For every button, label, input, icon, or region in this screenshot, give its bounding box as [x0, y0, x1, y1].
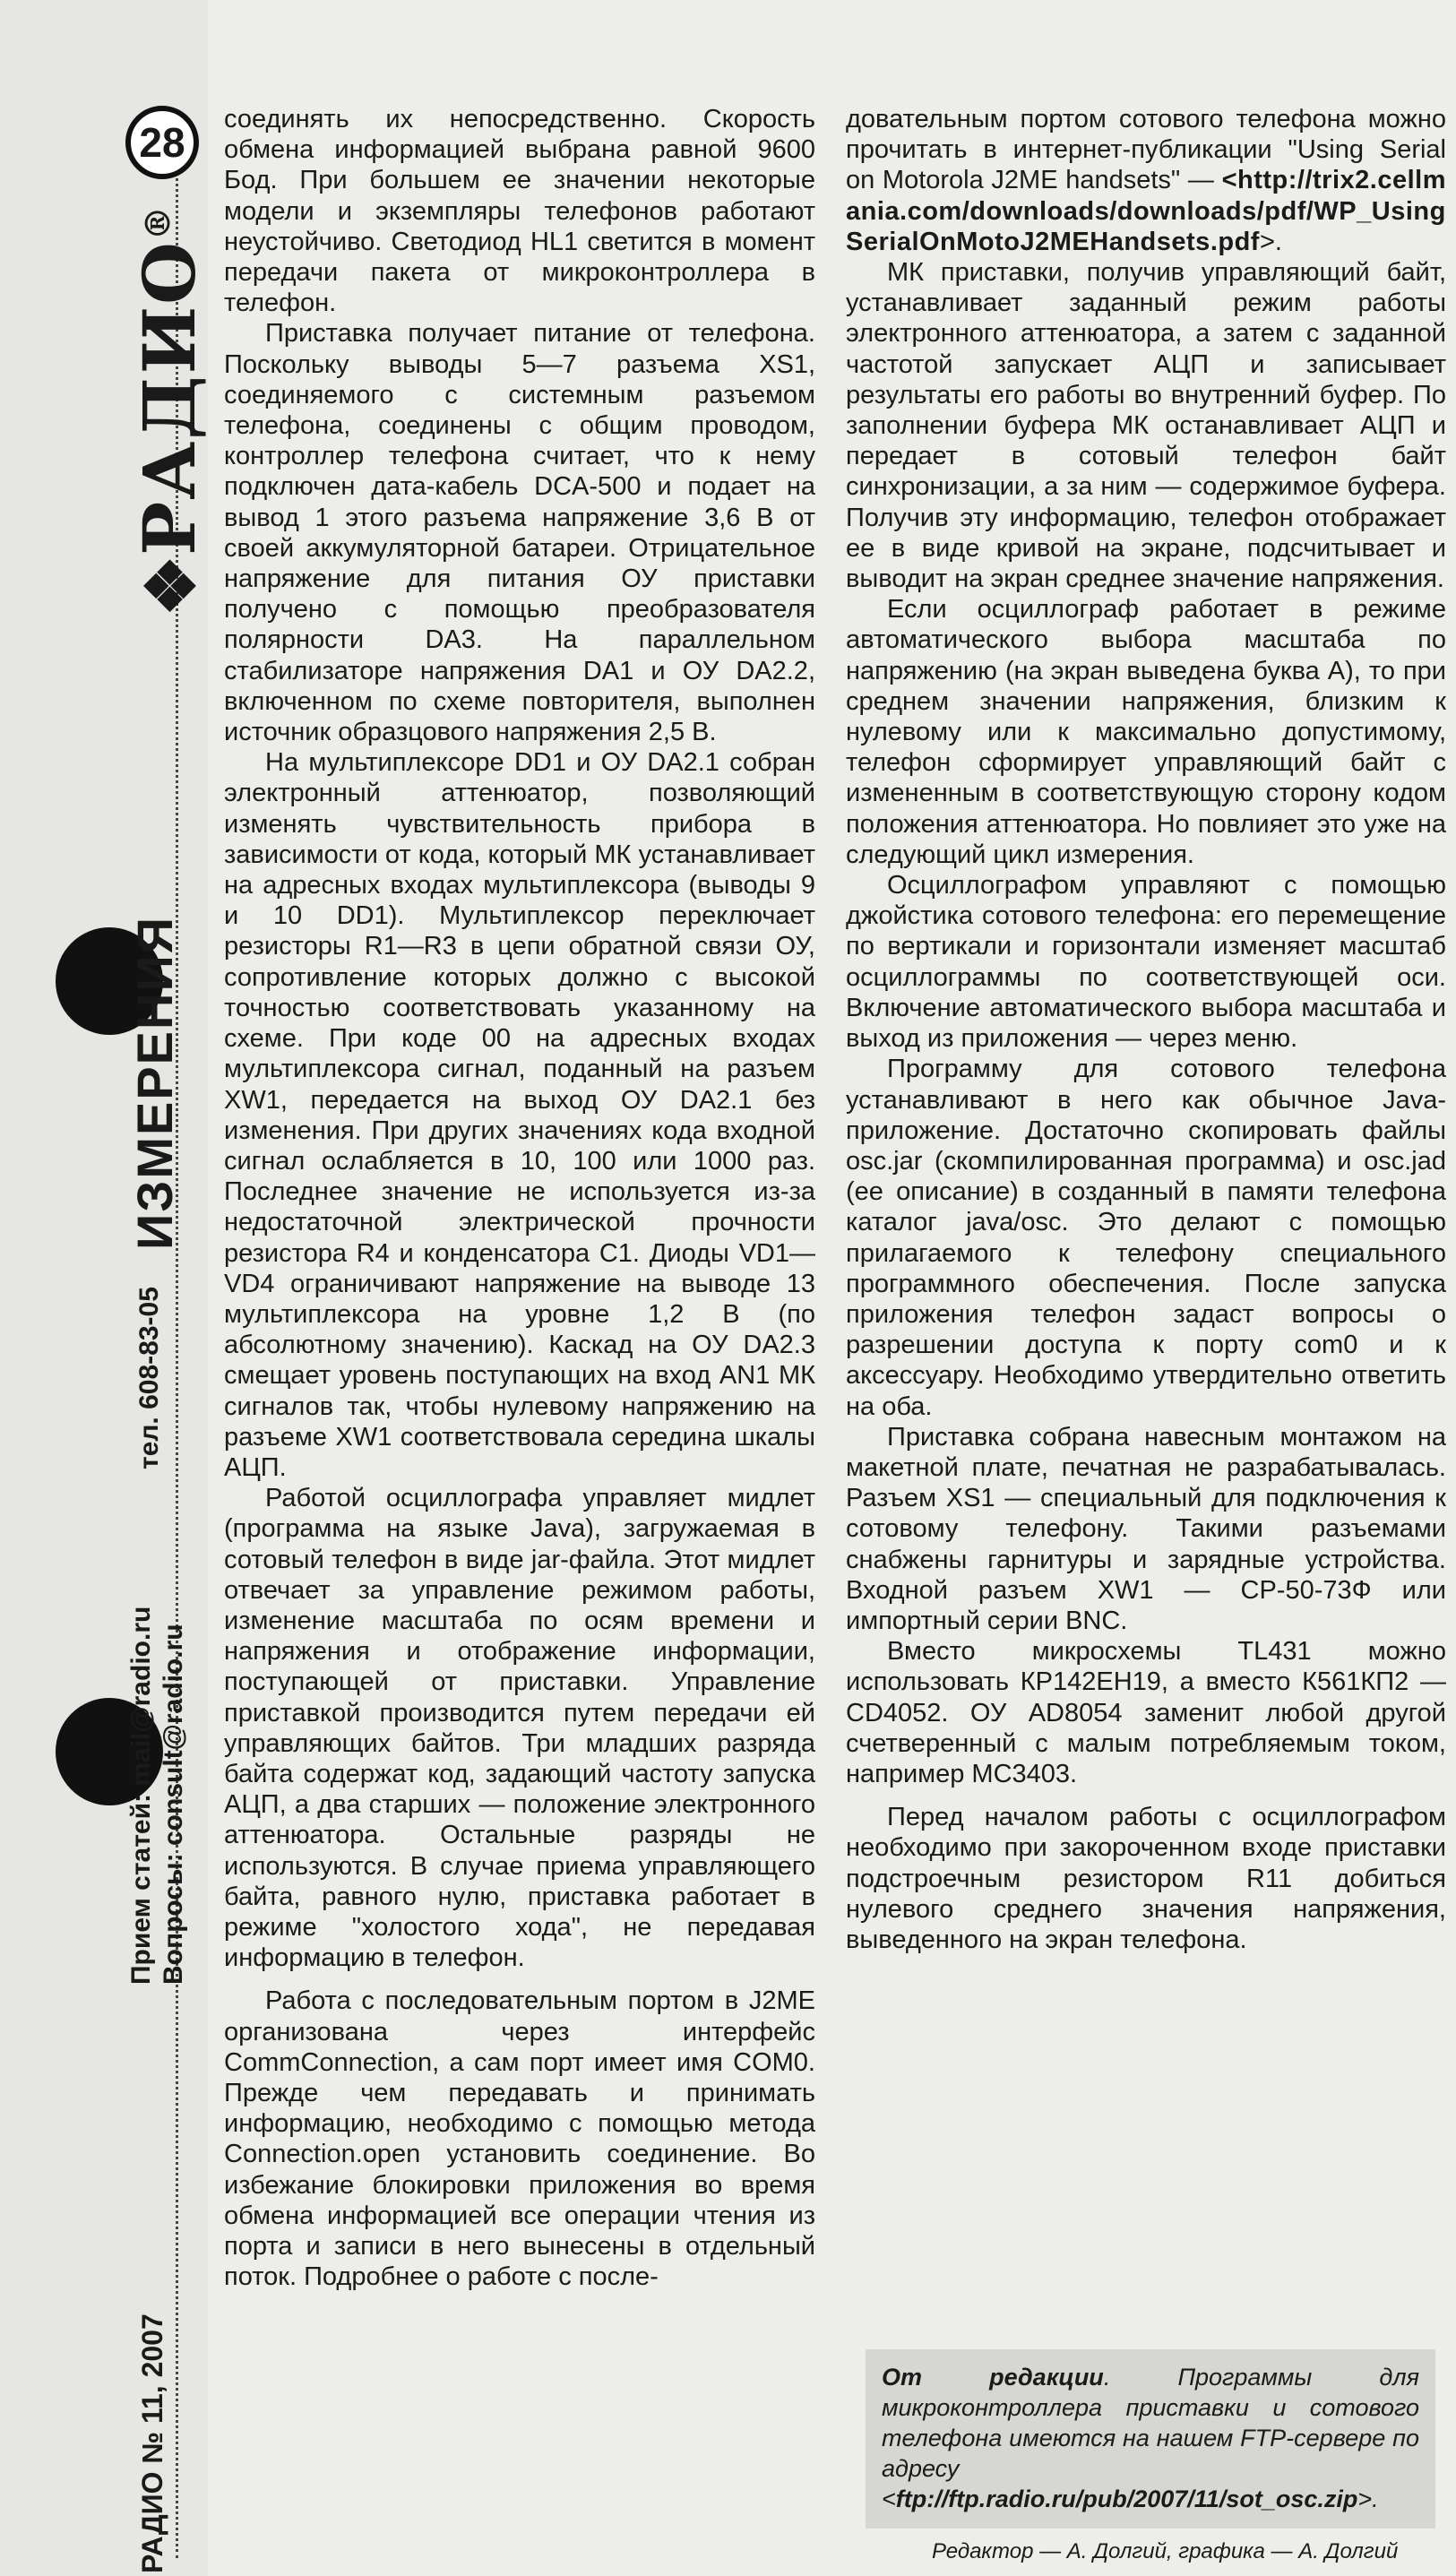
paragraph: Если осциллограф работает в режиме автоматического выбора масштаба по напряжению (на экран выведена буква А), то при среднем значении напряжения, близким к нулевому или к максимально допустимому, телефон сформирует управляющий байт с измененным в соответствующую сторону кодом положения аттенюатора. Но повлияет это уже на следующий цикл измерения.	[846, 595, 1446, 869]
note-close: >.	[1357, 2486, 1379, 2512]
paragraph: Работой осциллографа управляет мидлет (программа на языке Java), загружаемая в сотовый телефон в виде jar-файла. Этот мидлет отвечает за управление режимом работы, изменение масштаба по осям времени и напряжения и отображение информации, поступающей от приставки. Управление приставкой производится путем передачи ей управляющих байтов. Три младших разряда байта содержат код, задающий частоту запуска АЦП, а два старших — положение электронного аттенюатора. Остальные разряды не используются. В случае приема управляющего байта, равного нулю, приставка работает в режиме "холостого хода", не передавая информацию в телефон.	[224, 1484, 815, 1973]
paragraph: Программу для сотового телефона устанавливают в него как обычное Java-приложение. Достаточно скопировать файлы osc.jar (скомпилированная программа) и osc.jad (ее описание) в созданный в памяти телефона каталог java/osc. Это делают с помощью прилагаемого к телефону специального программного обеспечения. После запуска приложения телефон задаст вопросы о разрешении доступа к порту com0 и к аксессуару. Необходимо утвердительно ответить на оба.	[846, 1055, 1446, 1421]
paragraph: Вместо микросхемы TL431 можно использовать КР142ЕН19, а вместо К561КП2 — CD4052. ОУ AD8054 заменит любой другой счетверенный с малым потребляемым током, например MC3403.	[846, 1637, 1446, 1788]
editorial-note	[866, 2349, 1435, 2529]
paragraph: Приставка получает питание от телефона. Поскольку выводы 5—7 разъема XS1, соединяемого с системным разъемом телефона, соединены с общим проводом, контроллер телефона считает, что к нему подключен дата-кабель DCA-500 и подает на вывод 1 этого разъема напряжение 3,6 В от своей аккумуляторной батареи. Отрицательное напряжение для питания ОУ приставки получено с помощью преобразователя полярности DA3. На параллельном стабилизаторе напряжения DA1 и ОУ DA2.2, включенном по схеме повторителя, выполнен источник образцового напряжения 2,5 В.	[224, 319, 815, 747]
note-text: . Программы для микроконтроллера приставки и сотового телефона имеются на нашем FTP-сервере по адресу <	[882, 2364, 1419, 2512]
paragraph: На мультиплексоре DD1 и ОУ DA2.1 собран электронный аттенюатор, позволяющий изменять чувствительность прибора в зависимости от кода, который МК устанавливает на адресных входах мультиплексора (выводы 9 и 10 DD1). Мультиплексор переключает резисторы R1—R3 в цепи обратной связи ОУ, сопротивление которых должно с высокой точностью соответствовать указанному на схеме. При коде 00 на адресных входах мультиплексора сигнал, поданный на разъем XW1, передается на выход ОУ DA2.1 без изменения. При других значениях кода входной сигнал ослабляется в 10, 100 или 1000 раз. Последнее значение не используется из-за недостаточной электрической прочности резистора R4 и конденсатора C1. Диоды VD1—VD4 ограничивают напряжение на выводе 13 мультиплексора на уровне 1,2 В (по абсолютному значению). Каскад на ОУ DA2.3 смещает уровень поступающих на вход AN1 МК сигналов так, чтобы нулевому напряжению на разъеме XW1 соответствовала середина шкалы АЦП.	[224, 748, 815, 1482]
logo-emblem-icon: ❖	[139, 547, 202, 627]
issue-label: РАДИО № 11, 2007	[136, 2313, 168, 2573]
paragraph: Перед началом работы с осциллографом необходимо при закороченном входе приставки подстроечным резистором R11 добиться нулевого среднего значения напряжения, выведенного на экран телефона.	[846, 1803, 1446, 1954]
paragraph: Приставка собрана навесным монтажом на макетной плате, печатная не разрабатывалась. Разъем XS1 — специальный для подключения к сотовому телефону. Такими разъемами снабжены гарнитуры и зарядные устройства. Входной разъем XW1 — СР-50-73Ф или импортный серии BNC.	[846, 1422, 1446, 1635]
note-label: От редакции	[882, 2364, 1104, 2391]
paragraph-text: довательным портом сотового телефона можно прочитать в интернет-публикации "Using Serial on Motorola J2ME handsets" —	[846, 105, 1446, 195]
paragraph-with-link	[846, 104, 1446, 257]
ftp-link[interactable]: ftp://ftp.radio.ru/pub/2007/11/sot_osc.zip	[895, 2486, 1358, 2512]
section-title: ИЗМЕРЕНИЯ	[126, 916, 183, 1250]
text-column-right	[846, 104, 1446, 1955]
paragraph: Работа с последовательным портом в J2ME организована через интерфейс CommConnection, а сам порт имеет имя COM0. Прежде чем передавать и принимать информацию, необходимо с помощью метода Connection.open установить соединение. Во избежание блокировки приложения во время обмена информацией все операции чтения из порта и записи в него вынесены в отдельный поток. Подробнее о работе с после-	[224, 1986, 815, 2292]
paragraph: МК приставки, получив управляющий байт, устанавливает заданный режим работы электронного аттенюатора, а затем с заданной частотой запускает АЦП и записывает результаты его работы во внутренний буфер. По заполнении буфера МК останавливает АЦП и передает в сотовый телефон байт синхронизации, а за ним — содержимое буфера. Получив эту информацию, телефон отображает ее в виде кривой на экране, подсчитывает и выводит на экран среднее значение напряжения.	[846, 258, 1446, 594]
paragraph: соединять их непосредственно. Скорость обмена информацией выбрана равной 9600 Бод. При большем ее значении некоторые модели и экземпляры телефонов работают неустойчиво. Светодиод HL1 светится в момент передачи пакета от микроконтроллера в телефон.	[224, 105, 815, 318]
registered-mark: ®	[137, 204, 178, 241]
contact-info	[125, 1607, 190, 1985]
logo-text: РАДИО	[127, 240, 211, 556]
credits-line: Редактор — А. Долгий, графика — А. Долгий	[932, 2539, 1399, 2563]
page-number: 28	[125, 106, 199, 179]
contact-articles: Прием статей: mail@radio.ru	[126, 1606, 156, 1985]
phone-number: тел. 608-83-05	[134, 1287, 164, 1469]
url-bracket-close: >.	[1259, 227, 1282, 256]
margin-strip	[0, 0, 211, 2576]
contact-questions: Вопросы: consult@radio.ru	[159, 1624, 188, 1985]
url-bracket-open: <	[1221, 166, 1237, 195]
text-column-left	[224, 104, 815, 2292]
paragraph: Осциллографом управляют с помощью джойстика сотового телефона: его перемещение по вертикали и горизонтали изменяет масштаб осциллограммы по соответствующей оси. Включение автоматического выбора масштаба и выход из приложения — через меню.	[846, 871, 1446, 1054]
publication-link[interactable]: http://trix2.cellmania.com/downloads/downloads/pdf/WP_UsingSerialOnMotoJ2MEHandsets.pdf	[846, 166, 1446, 256]
magazine-logo	[127, 204, 211, 627]
